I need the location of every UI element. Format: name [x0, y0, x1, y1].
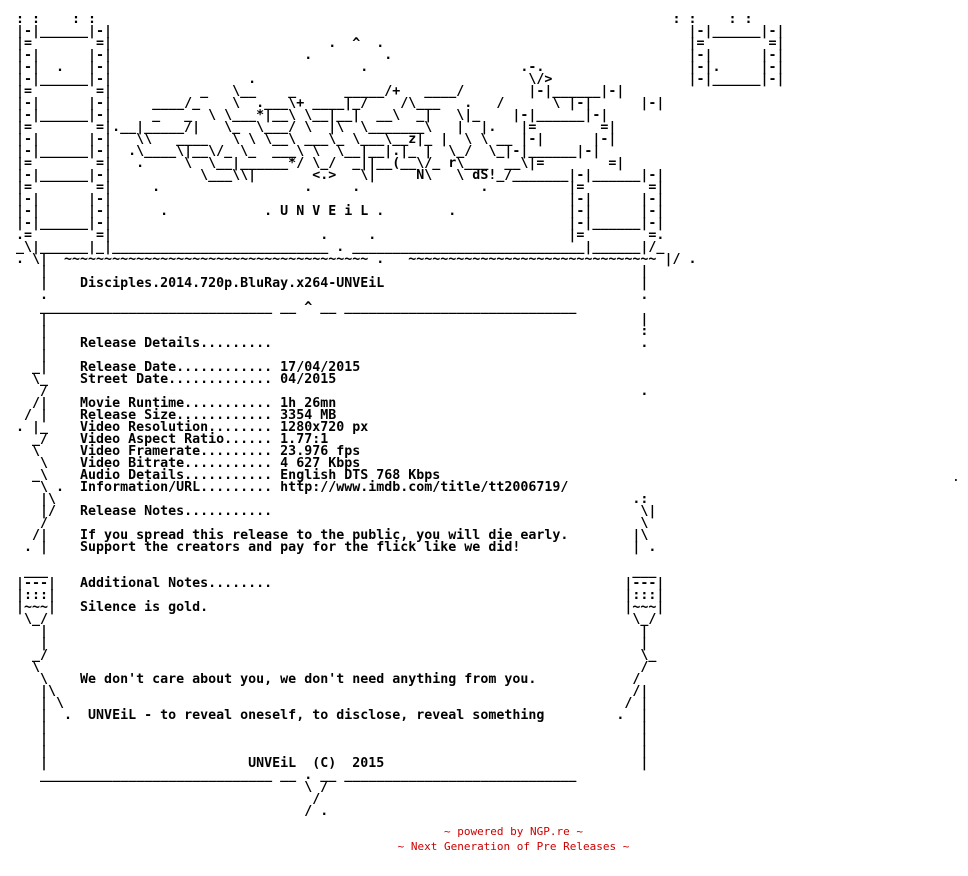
footer-powered-by: ~ powered by NGP.re ~: [443, 825, 584, 838]
stray-dot: .: [952, 470, 960, 485]
footer: [0, 824, 968, 854]
footer-tagline: ~ Next Generation of Pre Releases ~: [397, 840, 630, 853]
nfo-ascii-art: : : : : : : : : |-|______|-| |-|______|-| |= =| . ^ . |= =| |-| |-| . . |-| |-| |-| . |-| . .-. |-|. |-| |-|______|-| . \/> |-|______|-| |= =| _ \__ _ _____/+ ____/ |-|______|-| |-| |-| ____/_ \ .___\+ ____|_/ /\___ . / \ |-| |-| |-|______|-| _ _ \ \___*|__\ \__|__| __\ _| \|_ |-|______|-| |= =|.__|_____/| \_ \___/ \ |\ \_______\ | |. |= =| |-| |-| \\ ____ \ \ \__\ ___\_ \___\__z|_ | \ \ __ |-| |-| |-|______|-| .\____\|__\/_ \_ ___\ \ \__|__|.|_ | \_/ \_|-|______|-| |= =| . \ \__|______*/ \_/ _||__(__\/_ r\___ __\|= =| |-|______|-| \___\\| <.> \| N\ \ dS!_/_______|-|______|-| |= =| . . . . |= =| |-| |-| |-| |-| |-| |-| . . U N V E i L . . |-| |-| |-|______|-| |-|______|-| .= =| . . |= =. _\|______|_|___________________________ . _____________________________|______|/_ . \| ~~~~~~~~~~~~~~~~~~~~~~~~~~~~~~~~~~~~~~ . ~~~~~~~~~~~~~~~~~~~~~~~~~~~~~~~ |/ . | | | Disciples.2014.720p.BluRay.x264-UNVEiL | . . _____________________________ __ ^ __ _____________________________ | | | : | Release Details......... . | _| Release Date............ 17/04/2015 \_ Street Date............. 04/2015 / . /| Movie Runtime........... 1h 26mn / | Release Size............ 3354 MB . |_ Video Resolution........ 1280x720 px _/ Video Aspect Ratio...... 1.77:1 \ Video Framerate......... 23.976 fps \ Video Bitrate........... 4 627 Kbps _\ Audio Details........... English DTS 768 Kbps \ . Information/URL......... http://www.imdb.com/title/tt2006719/ |\ .: |/ Release Notes........... \| / \ /| If you spread this release to the public, you will die early. |\ . | Support the creators and pay for the flick like we did! | . ___ ___ |---| Additional Notes........ |---| |:::| |:::| |~~~| Silence is gold. |~~~| \_/ \_/ | | | | _/ \_ \ / \ We don't care about you, we don't need anything from you. / |\ /| | \ / | | . UNVEiL - to reveal oneself, to disclose, reveal something . | | | | | | | | UNVEiL (C) 2015 | _____________________________ __ . __ _____________________________ \ / / / .: [16, 12, 785, 819]
